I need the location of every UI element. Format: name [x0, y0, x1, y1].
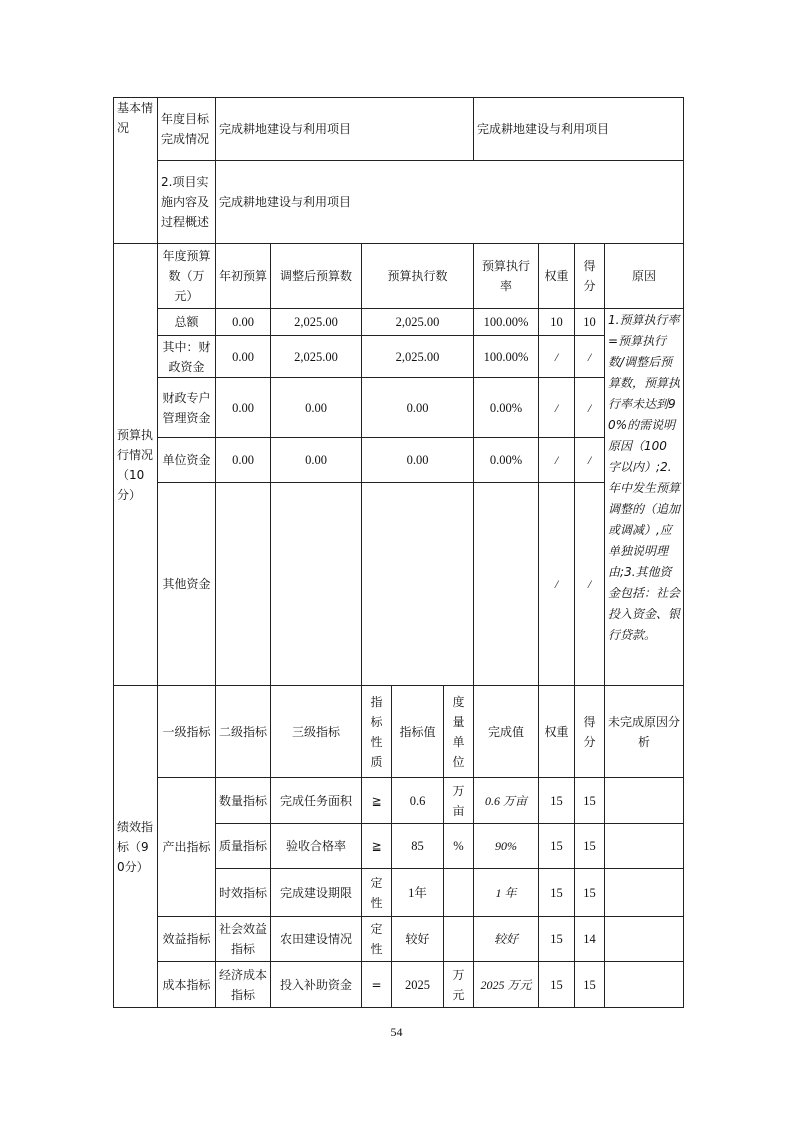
perf-header: 未完成原因分析 [605, 686, 684, 778]
score: / [575, 378, 605, 438]
execution-rate: 0.00% [474, 378, 539, 438]
level2-indicator: 数量指标 [216, 778, 271, 824]
adjusted-budget: 0.00 [271, 378, 362, 438]
fund-name: 单位资金 [158, 438, 216, 483]
performance-section-label: 绩效指标（90分） [114, 686, 158, 1008]
budget-header: 原因 [605, 244, 684, 309]
weight: 15 [539, 824, 575, 869]
budget-header: 调整后预算数 [271, 244, 362, 309]
perf-header: 三级指标 [271, 686, 362, 778]
target-value: 85 [392, 824, 444, 869]
nature: 定性 [362, 869, 392, 917]
score: 14 [575, 917, 605, 962]
actual-value: 较好 [474, 917, 539, 962]
score: 15 [575, 778, 605, 824]
adjusted-budget: 0.00 [271, 438, 362, 483]
perf-header: 指标性质 [362, 686, 392, 778]
nature: ≧ [362, 824, 392, 869]
reason [605, 824, 684, 869]
executed-budget: 0.00 [362, 378, 474, 438]
level3-indicator: 验收合格率 [271, 824, 362, 869]
reason [605, 869, 684, 917]
reason [605, 917, 684, 962]
initial-budget: 0.00 [216, 309, 271, 336]
basic-section-label: 基本情况 [114, 98, 158, 244]
weight: / [539, 438, 575, 483]
unit [444, 917, 474, 962]
score: / [575, 438, 605, 483]
score: / [575, 483, 605, 686]
weight: 15 [539, 917, 575, 962]
level1-indicator: 效益指标 [158, 917, 216, 962]
execution-rate: 100.00% [474, 336, 539, 378]
unit: 万亩 [444, 778, 474, 824]
level3-indicator: 农田建设情况 [271, 917, 362, 962]
weight: 15 [539, 869, 575, 917]
table-row [114, 483, 684, 686]
perf-header: 二级指标 [216, 686, 271, 778]
level3-indicator: 投入补助资金 [271, 962, 362, 1008]
perf-header: 权重 [539, 686, 575, 778]
initial-budget: 0.00 [216, 378, 271, 438]
level2-indicator: 经济成本指标 [216, 962, 271, 1008]
score: 15 [575, 824, 605, 869]
table-row [114, 438, 684, 483]
table-row [114, 336, 684, 378]
level2-indicator: 社会效益指标 [216, 917, 271, 962]
table-row [114, 309, 684, 336]
budget-header: 得分 [575, 244, 605, 309]
weight: / [539, 336, 575, 378]
score: / [575, 336, 605, 378]
target-value: 0.6 [392, 778, 444, 824]
execution-rate: 100.00% [474, 309, 539, 336]
target-value: 较好 [392, 917, 444, 962]
content-value: 完成耕地建设与利用项目 [216, 161, 684, 244]
initial-budget [216, 483, 271, 686]
level2-indicator: 时效指标 [216, 869, 271, 917]
nature: 定性 [362, 917, 392, 962]
perf-header: 指标值 [392, 686, 444, 778]
weight: / [539, 483, 575, 686]
actual-value: 90% [474, 824, 539, 869]
initial-budget: 0.00 [216, 336, 271, 378]
table-row [114, 378, 684, 438]
execution-rate: 0.00% [474, 438, 539, 483]
nature: = [362, 962, 392, 1008]
level3-indicator: 完成任务面积 [271, 778, 362, 824]
page-number: 54 [390, 1025, 403, 1039]
level1-indicator: 成本指标 [158, 962, 216, 1008]
score: 15 [575, 962, 605, 1008]
actual-value: 1 年 [474, 869, 539, 917]
executed-budget: 2,025.00 [362, 309, 474, 336]
budget-header: 预算执行数 [362, 244, 474, 309]
budget-header: 年度预算数（万元） [158, 244, 216, 309]
executed-budget: 0.00 [362, 438, 474, 483]
budget-header: 预算执行率 [474, 244, 539, 309]
goal-plan: 完成耕地建设与利用项目 [216, 98, 474, 161]
level1-indicator: 产出指标 [158, 778, 216, 917]
execution-rate [474, 483, 539, 686]
actual-value: 2025 万元 [474, 962, 539, 1008]
perf-header: 得分 [575, 686, 605, 778]
performance-self-evaluation-table [113, 97, 684, 1008]
fund-name: 其他资金 [158, 483, 216, 686]
fund-name: 财政专户管理资金 [158, 378, 216, 438]
budget-header: 年初预算 [216, 244, 271, 309]
goal-label: 年度目标完成情况 [158, 98, 216, 161]
perf-header: 完成值 [474, 686, 539, 778]
level3-indicator: 完成建设期限 [271, 869, 362, 917]
unit [444, 869, 474, 917]
reason [605, 962, 684, 1008]
adjusted-budget [271, 483, 362, 686]
reason [605, 778, 684, 824]
nature: ≧ [362, 778, 392, 824]
table-row [114, 917, 684, 962]
budget-header: 权重 [539, 244, 575, 309]
perf-header: 一级指标 [158, 686, 216, 778]
unit: 万元 [444, 962, 474, 1008]
unit: % [444, 824, 474, 869]
table-row [114, 778, 684, 824]
initial-budget: 0.00 [216, 438, 271, 483]
reason-note: 1.预算执行率=预算执行数/调整后预算数，预算执行率未达到90%的需说明原因（100 字以内）;2.年中发生预算调整的（追加或调减）,应单独说明理由;3.其他资金包括：社会投入资金、银行贷款。 [605, 309, 684, 686]
fund-name: 其中：财政资金 [158, 336, 216, 378]
actual-value: 0.6 万亩 [474, 778, 539, 824]
goal-actual: 完成耕地建设与利用项目 [474, 98, 684, 161]
weight: 10 [539, 309, 575, 336]
weight: 15 [539, 778, 575, 824]
weight: 15 [539, 962, 575, 1008]
target-value: 2025 [392, 962, 444, 1008]
fund-name: 总额 [158, 309, 216, 336]
executed-budget: 2,025.00 [362, 336, 474, 378]
weight: / [539, 378, 575, 438]
level2-indicator: 质量指标 [216, 824, 271, 869]
budget-section-label: 预算执行情况（10分） [114, 244, 158, 686]
table-row [114, 962, 684, 1008]
perf-header: 度量单位 [444, 686, 474, 778]
adjusted-budget: 2,025.00 [271, 309, 362, 336]
content-label: 2.项目实施内容及过程概述 [158, 161, 216, 244]
adjusted-budget: 2,025.00 [271, 336, 362, 378]
target-value: 1年 [392, 869, 444, 917]
score: 15 [575, 869, 605, 917]
executed-budget [362, 483, 474, 686]
score: 10 [575, 309, 605, 336]
